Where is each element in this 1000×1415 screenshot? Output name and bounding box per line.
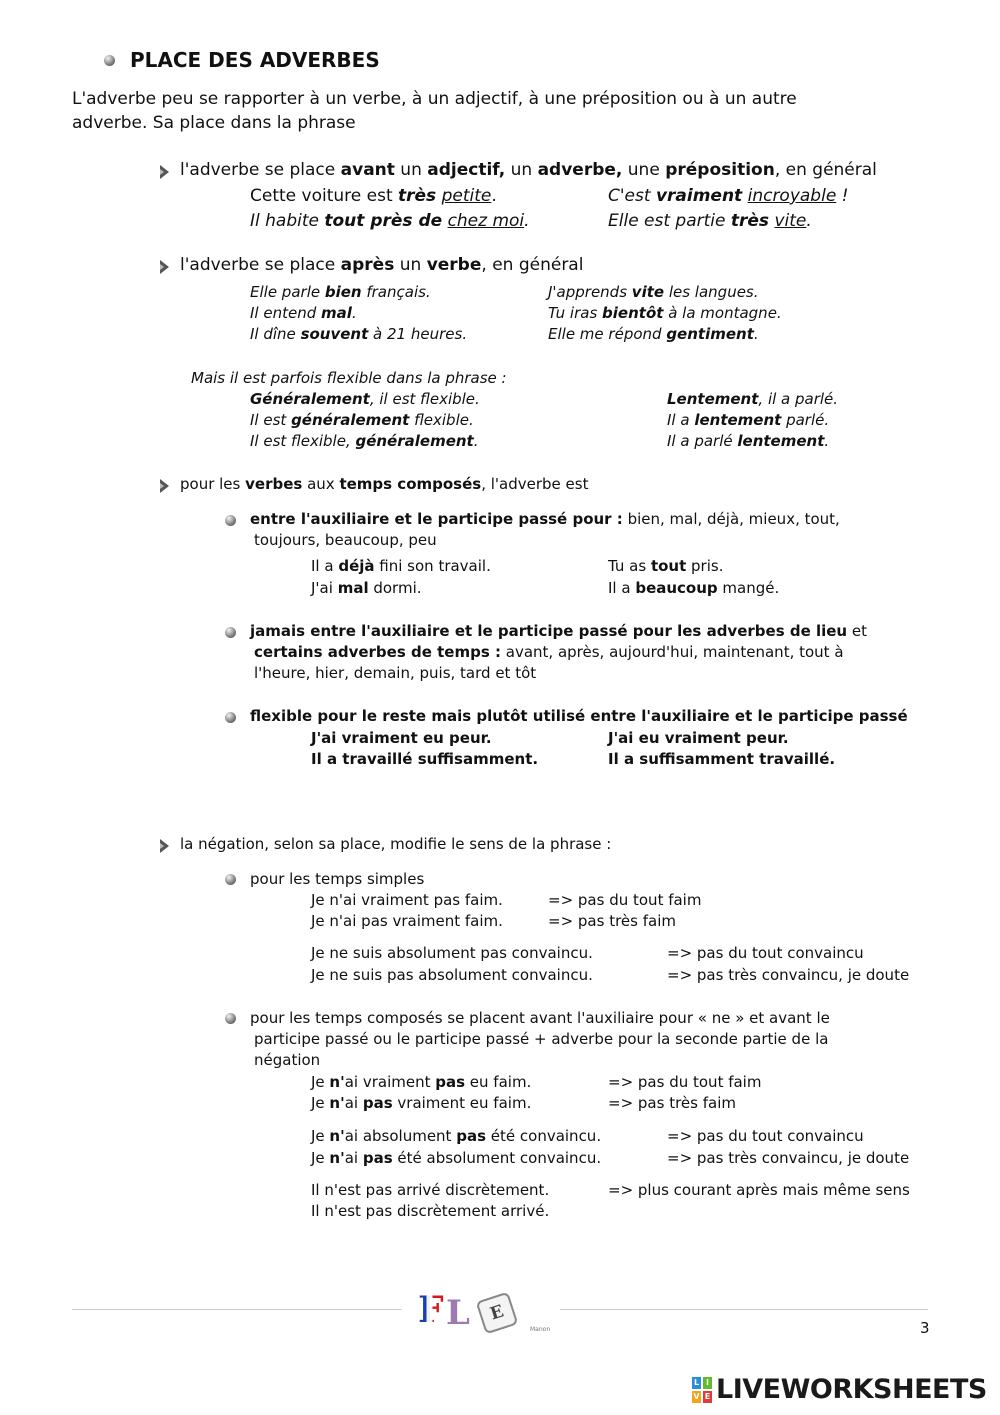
arrow-bullet-icon <box>160 839 169 853</box>
logo-small-text: Manon <box>530 1326 551 1333</box>
s3-example: J'ai mal dormi. <box>311 579 422 597</box>
s3-example: Il a beaucoup mangé. <box>608 579 780 597</box>
s4-example-meaning: => pas très faim <box>548 912 676 930</box>
arrow-bullet-icon <box>160 260 169 274</box>
s4-example: Il n'est pas discrètement arrivé. <box>311 1202 550 1220</box>
liveworksheets-logo-icon <box>692 1377 712 1403</box>
s3-example: Il a suffisamment travaillé. <box>608 750 836 768</box>
s2-flex-example: Il est généralement flexible. <box>250 411 474 429</box>
s1-example: C'est vraiment incroyable ! <box>608 186 849 206</box>
s4-example-meaning: => pas très faim <box>608 1094 736 1112</box>
s4-example-meaning: => pas du tout convaincu <box>667 1127 864 1145</box>
s4-example-meaning: => pas très convaincu, je doute <box>667 1149 910 1167</box>
s2-example: Il dîne souvent à 21 heures. <box>250 325 468 343</box>
s4-example: Je ne suis pas absolument convaincu. <box>311 966 593 984</box>
s2-example: Tu iras bientôt à la montagne. <box>548 304 782 322</box>
s2-flex-example: Il est flexible, généralement. <box>250 432 479 450</box>
footer-rule-right <box>560 1309 928 1310</box>
footer-rule-left <box>72 1309 402 1310</box>
s1-example: Cette voiture est très petite. <box>250 186 497 206</box>
s3-bullet-1: entre l'auxiliaire et le participe passé pour : bien, mal, déjà, mieux, tout, <box>250 510 840 528</box>
logo-tile: E <box>704 1392 711 1401</box>
s4-bullet-2: pour les temps composés se placent avant l'auxiliaire pour « ne » et avant le <box>250 1009 830 1027</box>
s3-bullet-2-cont: certains adverbes de temps : avant, après, aujourd'hui, maintenant, tout à <box>254 643 844 661</box>
s4-heading: la négation, selon sa place, modifie le sens de la phrase : <box>180 835 612 853</box>
s2-heading: l'adverbe se place après un verbe, en général <box>180 255 584 275</box>
s2-example: Elle parle bien français. <box>250 283 431 301</box>
s3-example: J'ai vraiment eu peur. <box>311 729 492 747</box>
s3-bullet-2-cont: l'heure, hier, demain, puis, tard et tôt <box>254 664 537 682</box>
logo-tile: V <box>693 1392 700 1401</box>
page-number: 3 <box>920 1319 930 1337</box>
s4-bullet-1: pour les temps simples <box>250 870 425 888</box>
s2-example: Il entend mal. <box>250 304 357 322</box>
s1-example: Il habite tout près de chez moi. <box>250 211 530 231</box>
s4-example: Je n'ai pas vraiment faim. <box>311 912 503 930</box>
bullet-ball-icon <box>225 515 236 526</box>
bullet-ball-icon <box>225 627 236 638</box>
logo-dice-e: E <box>476 1292 519 1335</box>
bullet-ball-icon <box>225 1013 236 1024</box>
s2-flex-example: Généralement, il est flexible. <box>250 390 480 408</box>
s4-example-meaning: => pas très convaincu, je doute <box>667 966 910 984</box>
s3-example: Il a travaillé suffisamment. <box>311 750 539 768</box>
intro-line-2: adverbe. Sa place dans la phrase <box>72 113 356 133</box>
page-title: PLACE DES ADVERBES <box>130 48 380 72</box>
s2-flex-example: Il a parlé lentement. <box>667 432 830 450</box>
s3-bullet-3: flexible pour le reste mais plutôt utilisé entre l'auxiliaire et le participe passé <box>250 707 908 725</box>
s1-example: Elle est partie très vite. <box>608 211 812 231</box>
s4-example-meaning: => pas du tout faim <box>608 1073 762 1091</box>
s3-example: Tu as tout pris. <box>608 557 724 575</box>
s4-example: Je n'ai pas vraiment eu faim. <box>311 1094 532 1112</box>
fle-logo <box>418 1288 558 1338</box>
bullet-ball-icon <box>225 712 236 723</box>
logo-tile: I <box>703 1377 712 1389</box>
logo-tile: L <box>693 1378 700 1387</box>
s2-example: Elle me répond gentiment. <box>548 325 759 343</box>
s4-example: Il n'est pas arrivé discrètement. <box>311 1181 550 1199</box>
intro-line-1: L'adverbe peu se rapporter à un verbe, à un adjectif, à une préposition ou à un autre <box>72 89 797 109</box>
logo-letter-f: F <box>418 1289 444 1331</box>
arrow-bullet-icon <box>160 479 169 493</box>
s1-heading: l'adverbe se place avant un adjectif, un adverbe, une préposition, en général <box>180 160 877 180</box>
arrow-bullet-icon <box>160 165 169 179</box>
s4-example-meaning: => pas du tout faim <box>548 891 702 909</box>
s4-bullet-2-cont: négation <box>254 1051 321 1069</box>
s4-example: Je n'ai pas été absolument convaincu. <box>311 1149 602 1167</box>
s3-example: Il a déjà fini son travail. <box>311 557 491 575</box>
s3-bullet-2: jamais entre l'auxiliaire et le participe passé pour les adverbes de lieu et <box>250 622 867 640</box>
s4-bullet-2-cont: participe passé ou le participe passé + adverbe pour la seconde partie de la <box>254 1030 829 1048</box>
s4-example-meaning: => plus courant après mais même sens <box>608 1181 910 1199</box>
s2-flex-example: Lentement, il a parlé. <box>667 390 839 408</box>
bullet-ball-icon <box>104 55 115 66</box>
liveworksheets-brand[interactable]: LIVEWORKSHEETS <box>716 1374 987 1405</box>
s4-example: Je n'ai absolument pas été convaincu. <box>311 1127 602 1145</box>
s4-example-meaning: => pas du tout convaincu <box>667 944 864 962</box>
s4-example: Je ne suis absolument pas convaincu. <box>311 944 593 962</box>
s2-example: J'apprends vite les langues. <box>548 283 759 301</box>
bullet-ball-icon <box>225 874 236 885</box>
s4-example: Je n'ai vraiment pas faim. <box>311 891 503 909</box>
s3-example: J'ai eu vraiment peur. <box>608 729 789 747</box>
s4-example: Je n'ai vraiment pas eu faim. <box>311 1073 532 1091</box>
logo-letter-l: L <box>446 1293 470 1333</box>
s3-bullet-1-cont: toujours, beaucoup, peu <box>254 531 437 549</box>
s2-flex-intro: Mais il est parfois flexible dans la phrase : <box>191 369 507 387</box>
s2-flex-example: Il a lentement parlé. <box>667 411 830 429</box>
s3-heading: pour les verbes aux temps composés, l'adverbe est <box>180 475 589 493</box>
